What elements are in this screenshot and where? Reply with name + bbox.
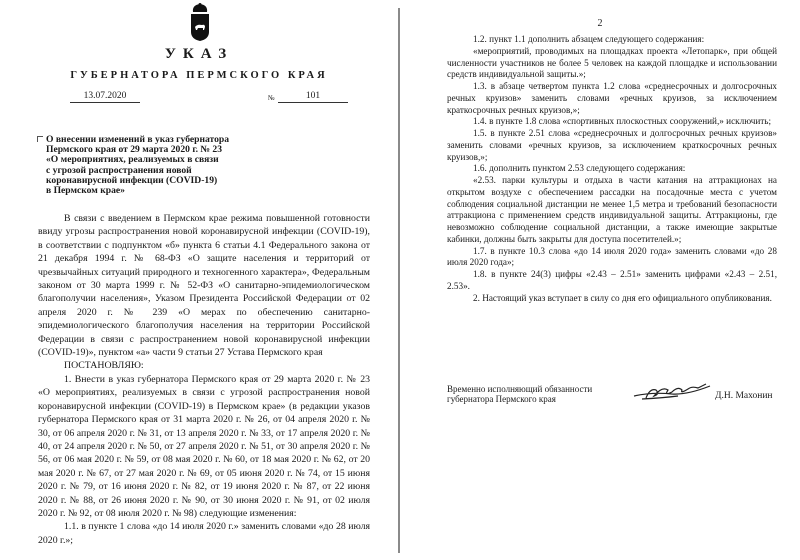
page1-body bbox=[38, 212, 370, 547]
heading-line: коронавирусной инфекции (COVID-19) bbox=[46, 174, 218, 186]
signer-title bbox=[447, 384, 592, 404]
paragraph: 1.2. пункт 1.1 дополнить абзацем следующего содержания: bbox=[473, 34, 705, 44]
paragraph: 1.7. в пункте 10.3 слова «до 14 июля 2020 года» заменить словами «до 28 июля 2020 года»; bbox=[447, 245, 777, 268]
page-number: 2 bbox=[597, 18, 603, 29]
document-subtitle: ГУБЕРНАТОРА ПЕРМСКОГО КРАЯ bbox=[70, 70, 328, 81]
paragraph: «2.53. парки культуры и отдыха в части катания на аттракционах на открытом воздухе с обеспечением рассадки на посадочные места с учетом соблюдения социальной дистанции не менее 1,5 метра и требований безопасности аттракциона с применением средств индивидуальной защиты. Аттракционы, где невозможно соблюдение социальной дистанции, а также имеющие закрытые кабинки, должны быть закрыты для доступа посетителей.»; bbox=[447, 175, 777, 244]
decree-word: ПОСТАНОВЛЯЮ: bbox=[64, 360, 144, 372]
decree-heading bbox=[46, 135, 246, 196]
decree-number: 101 bbox=[278, 91, 348, 103]
number-label: № bbox=[268, 94, 275, 102]
decree-date: 13.07.2020 bbox=[70, 91, 140, 103]
document-title: УКАЗ bbox=[164, 46, 234, 62]
page2-body bbox=[447, 34, 777, 304]
paragraph: 1.6. дополнить пунктом 2.53 следующего содержания: bbox=[473, 163, 686, 174]
coat-of-arms-icon bbox=[188, 2, 212, 42]
heading-corner-mark bbox=[37, 136, 43, 142]
paragraph: 1.4. в пункте 1.8 слова «спортивных плоскостных сооружений,» исключить; bbox=[473, 116, 772, 127]
paragraph: 1.8. в пункте 24(3) цифры «2.43 – 2.51» заменить цифрами «2.43 – 2.51, 2.53». bbox=[447, 269, 777, 291]
heading-line: «О мероприятиях, реализуемых в связи bbox=[46, 154, 219, 166]
heading-line: в Пермском крае» bbox=[46, 185, 125, 197]
signer-title-line: губернатора Пермского края bbox=[447, 394, 556, 404]
signer-title-line: Временно исполняющий обязанности bbox=[447, 384, 593, 394]
handwritten-signature bbox=[632, 380, 712, 402]
paragraph: 2. Настоящий указ вступает в силу со дня его официального опубликования. bbox=[473, 292, 772, 303]
paragraph: 1.5. в пункте 2.51 слова «среднесрочных и долгосрочных речных круизов» заменить словами «речных круизов, за исключением краткосрочных речных круизов,»; bbox=[447, 128, 777, 162]
paragraph: 1.3. в абзаце четвертом пункта 1.2 слова «среднесрочных и долгосрочных речных круизов» заменить словами «речных круизов, за исключением краткосрочных речных круизов,»; bbox=[447, 81, 777, 115]
signer-name: Д.Н. Махонин bbox=[715, 391, 773, 401]
paragraph: «мероприятий, проводимых на площадках проекта «Летопарк», при общей численности участников не более 5 человек на каждой площадке и использовании средств индивидуальной защиты.»; bbox=[447, 45, 777, 80]
heading-line: Пермского края от 29 марта 2020 г. № 23 bbox=[46, 144, 223, 156]
heading-line: О внесении изменений в указ губернатора bbox=[46, 134, 230, 145]
preamble-paragraph: В связи с введением в Пермском крае режима повышенной готовности ввиду угрозы распространения новой коронавирусной инфекции (COVID-19), в соответствии с подпунктом «б» пункта 6 статьи 4.1 Федерального закона от 21 декабря 1994 г. № 68-ФЗ «О защите населения и территорий от чрезвычайных ситуаций природного и техногенного характера», Федеральным законом от 30 марта 1999 г. № 52-ФЗ «О санитарно-эпидемиологическом благополучии населения», Указом Президента Российской Федерации от 02 апреля 2020 г. № 239 «О мерах по обеспечению санитарно-эпидемиологического благополучия населения на территории Российской Федерации в связи с распространением новой коронавирусной инфекции (COVID-19)», пунктом «а» части 9 статьи 27 Устава Пермского края bbox=[38, 213, 370, 359]
item-1-paragraph: 1. Внести в указ губернатора Пермского края от 29 марта 2020 г. № 23 «О мероприятиях, реализуемых в связи с угрозой распространения новой коронавирусной инфекции (COVID-19) в Пермском крае» (в редакции указов губернатора Пермского края от 31 марта 2020 г. № 26, от 04 апреля 2020 г. № 30, от 06 апреля 2020 г. № 31, от 13 апреля 2020 г. № 33, от 17 апреля 2020 г. № 40, от 24 апреля 2020 г. № 50, от 27 апреля 2020 г. № 51, от 30 апреля 2020 г. № 56, от 06 мая 2020 г. № 59, от 08 мая 2020 г. № 60, от 18 мая 2020 г. № 62, от 20 мая 2020 г. № 67, от 27 мая 2020 г. № 69, от 05 июня 2020 г. № 74, от 15 июня 2020 г. № 79, от 16 июня 2020 г. № 82, от 19 июня 2020 г. № 87, от 22 июня 2020 г. № 88, от 26 июня 2020 г. № 90, от 30 июня 2020 г. № 91, от 02 июля 2020 г. № 92, от 08 июля 2020 г. № 98) следующие изменения: bbox=[38, 373, 370, 519]
document-page-1 bbox=[0, 0, 398, 560]
item-1-1-paragraph: 1.1. в пункте 1 слова «до 14 июля 2020 г.» заменить словами «до 28 июля 2020 г.»; bbox=[38, 521, 370, 546]
heading-line: с угрозой распространения новой bbox=[46, 164, 192, 176]
